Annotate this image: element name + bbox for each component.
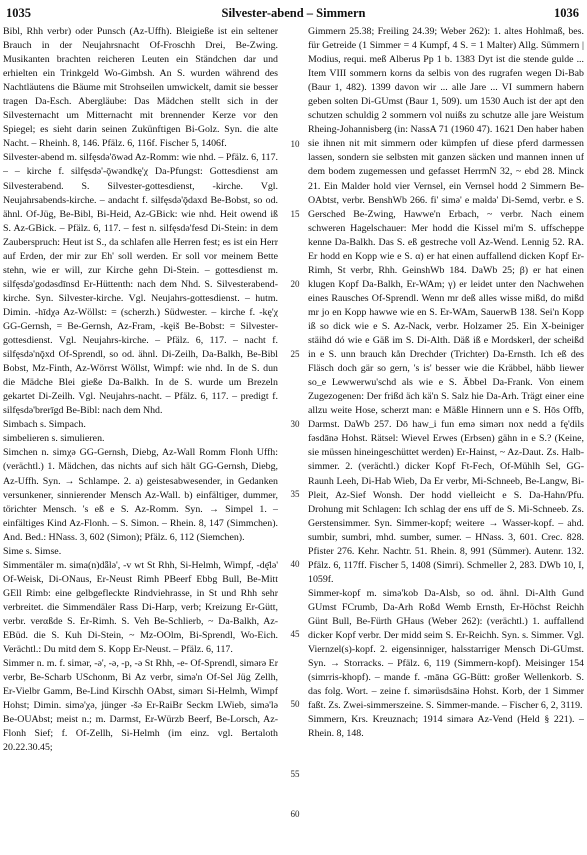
entry-simbach: Simbach s. Simpach. bbox=[3, 419, 86, 431]
line-number: 40 bbox=[290, 559, 300, 569]
left-column bbox=[3, 25, 278, 851]
entry-simmentaler: Simmentäler m. sima(n)dǟlə', -v wt St Rhh, Si-Helmh, Wimpf, -dę̄lə' Of-Weisk, Di-ONaus, Er-Neust Rimh PBeerf Ebbg Bull, Be-Mitt GEll Rimb: eine gelbgefleckte Rindviehrasse, in St und Rhh sehr verbreitet. die Simmendäler Rass Di-Harp, verb; Kreizung Er-Gütt, verbr. verαßde S. Er-Rimh. S. Veh Be-Schlierb, ~ Da-Balkh, Az-EBüd. die S. Kuh Di-Stein, ~ Mz-OOlm, Bi-Sprendl, Wo-Eich. Verächtl.: Du mitd dem S. Kopp Er-Neust. – Pfälz. 6, 117. bbox=[3, 559, 278, 656]
left-page-number: 1035 bbox=[6, 6, 31, 20]
entry-simchen: Simchen n. simχə GG-Gernsh, Diebg, Az-Wall Romm Flonh Uffh: (verächtl.) 1. Mädchen, das nichts auf sich hält GG-Gernsh, Diebg, Az-Uffh. Syn. → Schlampe. 2. a) geistesabwesender, in Gedanken versunkener, sinnierender Mensch Az-Wall. b) einfältiger, dummer, törichter Mensch. 's eß e S. Az-Romm. Syn. → Simpel 1. – einfältiges Kind Az-Flonh. – S. Simon. – Rhein. 8, 147 (Simmchen). And. Bed.: HNass. 3, 602 (Simon); Pfälz. 6, 112 (Siemchen). bbox=[3, 447, 278, 543]
entry-simmern: Simmern, Krs. Kreuznach; 1914 simərə Az-Vend (Held § 221). – Rhein. 8, 148. bbox=[308, 714, 584, 740]
entry-simmer: Simmer n. m. f. simər, -ə', -ə, -p, -ə St Rhh, -e- Of-Sprendl, simərə Er verbr, Be-Scharb USchonm, Bi Az verbr, simə'n Of-Sel Jüg Zellh, Er-Vielbr Gamm, Be-Lind Kirschh OAbst, simərı Si-Helmh, Wimpf Hohst; Dimin. simə'χə, jünger -šə Er-RaiBr Seckm LWieb, simə'lə Be-OUAbst; meist n.; m. Darmst, Er-Würzb Beerf, Be-Lorsch, Az-Flonh Sief; f. Of-Zellh, Si-Helmh (im einz. vgl. Bertaloth 20.22.30.45; bbox=[3, 658, 278, 754]
line-number: 55 bbox=[290, 769, 300, 779]
line-number: 50 bbox=[290, 699, 300, 709]
right-page-number: 1036 bbox=[554, 6, 579, 20]
entry-simbelieren: simbelieren s. simulieren. bbox=[3, 433, 105, 445]
line-number: 45 bbox=[290, 629, 300, 639]
entry-simmer-continued: Gimmern 25.38; Freiling 24.39; Weber 262): 1. altes Hohlmaß, bes. für Getreide (1 Simmer = 4 Kumpf, 4 S. = 1 Malter) Allg. Sümmern | Modius, requi. meß Alberus Pp 1 b. 1383 Dyt ist die stende gulde ... Item VIII sommern korns da selbis von des rugrafen wegen Di-Bab (Baur 1, 482). 1399 davon wir ... alle Jare ... VI summern habern geben solten Di-GUmst (Baur 1, 509). um 1530 Auch ist der apt den schutzen schuldig 2 sommern vol nuißs zu schutze alle jare Weistum Rheing-Johannisberg (in: NassA 71 (1960 47). 1621 Den haber haben sie ihnen nit mit simmern oder kümpfen uf diese pferd darmessen lassen, sondern sie selbsten mit ganzen säcken und mannen innen uf dem bodem zugemessen und gefasset HerrmN 32, ~ ebd 28. Minck 21. Ein Malder hold vier Vernsel, ein Vernsel hodd 2 Simmern Be-OAbtst, verbr. BenshWb 266. fi' simə' e məldə' Di-Semd, verbr. e S. Gersched Be-Zwing, Hawwe'n Erbach, ~ verbr. Nach einem schweren Hagelschauer: Mer hodd die Kissel mi'm S. uffscheppe kenne Da-Balkh. Das S. eß gestreche voll Az-Wend. Lennig 52. RA. Er hodd en Kopp wie e S. α) er hat einen auffallend dicken Kopf Er-Rimh, St verbr, Rhh. GeinshWb 184. DaWb 25; β) er hat einen klugen Kopf Da-Balkh, Er-WAm; γ) er leidet unter den Nachwehen eines Rausches Of-Sprendl. Wenn mr deß alles wisse mißd, do mißd mr jo en Kopp hawwe wie en S. Er-WAm, SauerwB 138. Sei'n Kopp iß so dick wie e S. Az-Nack, verbr. Holzamer 25. Ein X-beiniger stäihd dó wie e Gäß im S. Di-Alth. Däß iß e Mordskerl, der scheißd in e S. unn brauch kån Drechder (Trichter) Da-Ernsth. Ich eß des Fläsch doch gär so gern, 's is' besser wie die Kräbbel, häbb liewer so_e Lewwerwu'schd als wie e S. Äbbel Da-Frank. Von einem Zugezogenen: Der frißd äch kä'n S. Salz hie Da-Arh. Trägt einer eine allzu weite Hose, scherzt man: e Mäßle Hinnern unn e S. Hōs Offb, Darmst. DaWb 257. Dō haw_i fun emə simərı nox nedd a fę'dils fəsdānə Hohst. Rätsel: Wievel Erwes (Erbsen) gähn in e S.? (Keine, sie müssen hineingeschüttet werden) Er-Hainst, ~ Az-Daut. Zs. Halb-simmer. 2. (verächtl.) dicker Kopf Ft-Fech, Of-Mühlh Sel, GG-Raunh Leeh, Di-Hab Wieb, Da Er verbr, Mi-Schneeb, Be-Langw, Bi-Pleit, Az-Sief Wonsh. Der hodd vielleicht e S. Da-Hahn/Pfu. Drohung mit Schlagen: Ich schlag der ens uff de S. Mi-Schneeb. Zs. Gerstensimmer. Syn. Simmer-kopf; weitere → Wasser-kopf. – ahd. sumbir, sumbri, mhd. sumber, sumer. – HNass. 3, 601. Crec. 828. Pfister 276. Kehr. Nachtr. 51. Rhein. 8, 991 (Sümmer). Autenr. 132. Pfälz. 6, 117ff. Fischer 5, 1408 (Simri). Schmeller 2, 283. DWb 10, I, 1059f. bbox=[308, 26, 584, 585]
entry-sime: Sime s. Simse. bbox=[3, 545, 62, 557]
line-number: 25 bbox=[290, 349, 300, 359]
right-column bbox=[308, 25, 584, 851]
entry-paragraph: Bibl, Rhh verbr) oder Punsch (Az-Uffh). Bleigieße ist ein seltener Brauch in der Neujahrsnacht Of-Froschh Drei, Be-Zwing. Musikanten brachten reicheren Leuten ein Ständchen dar und erhielten ein Trinkgeld Wo-Gimbsh. An S. wurden während des Nachtläutens die Bäume mit Strohseilen umwickelt, damit sie besser tragen Da-Esch. Abergläube: Das Mädchen stellt sich in der Silvesternacht um Mitternacht mit brennender Kerze vor den Spiegel; es sieht darin seinen Zukünftigen Bi-Golz. Syn. die alte Nacht. – Rheinh. 8, 146. Pfälz. 6, 116f. Fischer 5, 1406f. bbox=[3, 26, 278, 150]
line-number: 20 bbox=[290, 279, 300, 289]
running-title: Silvester-abend – Simmern bbox=[221, 6, 366, 20]
line-number: 60 bbox=[290, 809, 300, 819]
entry-silvester-abend: Silvester-abend m. silfęsdə'ōwəd Az-Romm: wie nhd. – Pfälz. 6, 117. – – kirche f. silfęsdə'-ǭwəndkę'χ Da-Pfungst: Gottesdienst am Silvesterabend. S. Silvester-gottesdienst, -kirche. Vgl. Neujahrsabends-kirche. – andacht f. silfęsdə'ǭdaxd Be-Bobst, so od. ähnl. Of-Jüg, Be-Bibl, Bi-Heid, Az-GBick: wie nhd. Heit owend iß S. Az-GBick. – Pfälz. 6, 117. – fest n. silfęsdə'fesd Di-Stein: in dem Zauberspruch: Heut ist S., da schlafen alle Herren fest; es ist ein Herr auf Erden, der mir zur Eh' soll werden. Er soll vor meinem Bette stehn, wie er will, zur Kirche gehn Di-Stein. – gottesdienst m. silfęsdə'godəsdīnsd Er-Hüttenth: nach dem Nhd. S. Silvesterabend-kirche. Syn. Silvester-kirche. Vgl. Neujahrs-gottesdienst. – hutm. Dimin. -hīdχə Az-Wöllst: = (scherzh.) Südwester. – kirche f. -kę'χ GG-Gernsh, = Be-Gernsh, Az-Fram, -kęiš Be-Bobst: = Silvester-gottesdienst. Vgl. Neujahrs-kirche. – Pfälz. 6, 117. – nacht f. silfęsdə'nǭxd Of-Sprendl, so od. ähnl. Di-Zeilh, Da-Balkh, Be-Bibl Bobst, Mz-Finth, Az-Wörrst Wöllst, Wimpf: wie nhd. In de S. dun die Mädche Blei gieße Da-Balkh. In de S. wurde um Brezeln gekartet Di-Zeilh. Vgl. Neujahrs-nacht. – Pfälz. 6, 117. – predigt f. silfęsdə'brerīgd Be-Bibl: nach dem Nhd. bbox=[3, 152, 278, 417]
line-number: 30 bbox=[290, 419, 300, 429]
entry-simmer-kopf: Simmer-kopf m. simə'kob Da-Alsb, so od. ähnl. Di-Alth Gund GUmst FCrumb, Da-Arh Roßd Wemb Ernsth, Er-Höchst Reichh Günt Bull, Be-Fürth GHaus (Weber 262): (verächtl.) 1. auffallend dicker Kopf verbr. Der midd seim S. Er-Reichh. Syn. s. Simmer. Vgl. Viernzel(s)-kopf. 2. eigensinniger, halsstarriger Mensch Di-GUmst. Syn. → Storracks. – Pfälz. 6, 119 (Simmern-kopf). Meisinger 154 (simrris-khopf). – mande f. -mānə GG-Bütt: großer Wellenkorb. S. das folg. Wort. – zeine f. simərüsdsāinə Hohst. Korb, der 1 Simmer faßt. Zs. Zwei-simmerszeine. S. Simmer-mande. – Fischer 6, 2, 3119. bbox=[308, 587, 584, 712]
page-header bbox=[0, 6, 587, 22]
line-number: 10 bbox=[290, 139, 300, 149]
line-number: 15 bbox=[290, 209, 300, 219]
line-number: 35 bbox=[290, 489, 300, 499]
